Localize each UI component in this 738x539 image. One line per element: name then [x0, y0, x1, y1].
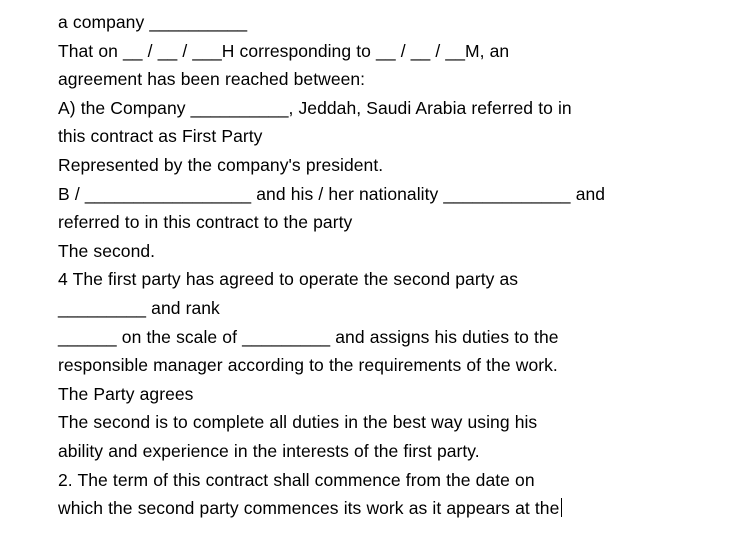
document-line: The second is to complete all duties in the best way using his [58, 412, 538, 433]
document-line: this contract as First Party [58, 126, 263, 147]
document-line: agreement has been reached between: [58, 69, 366, 90]
text-cursor [561, 498, 562, 517]
document-line: referred to in this contract to the party [58, 212, 353, 233]
document-line-text: which the second party commences its work as it appears at the [58, 498, 560, 519]
document-line: ______ on the scale of _________ and assigns his duties to the [58, 326, 559, 347]
document-line: responsible manager according to the requirements of the work. [58, 355, 558, 376]
document-line-with-caret [58, 494, 698, 523]
document-line: _________ and rank [58, 297, 220, 318]
document-line: That on __ / __ / ___H corresponding to __ / __ / __M, an [58, 40, 510, 61]
document-line: a company __________ [58, 12, 248, 32]
document-text-body[interactable] [58, 8, 698, 523]
document-line: A) the Company __________, Jeddah, Saudi Arabia referred to in [58, 97, 572, 118]
document-line: 4 The first party has agreed to operate the second party as [58, 269, 519, 290]
document-line: The Party agrees [58, 383, 194, 404]
document-line: ability and experience in the interests of the first party. [58, 440, 480, 461]
document-line: B / _________________ and his / her nationality _____________ and [58, 183, 606, 204]
document-line: Represented by the company's president. [58, 154, 384, 175]
document-line: The second. [58, 240, 156, 261]
document-line: 2. The term of this contract shall commence from the date on [58, 469, 535, 490]
